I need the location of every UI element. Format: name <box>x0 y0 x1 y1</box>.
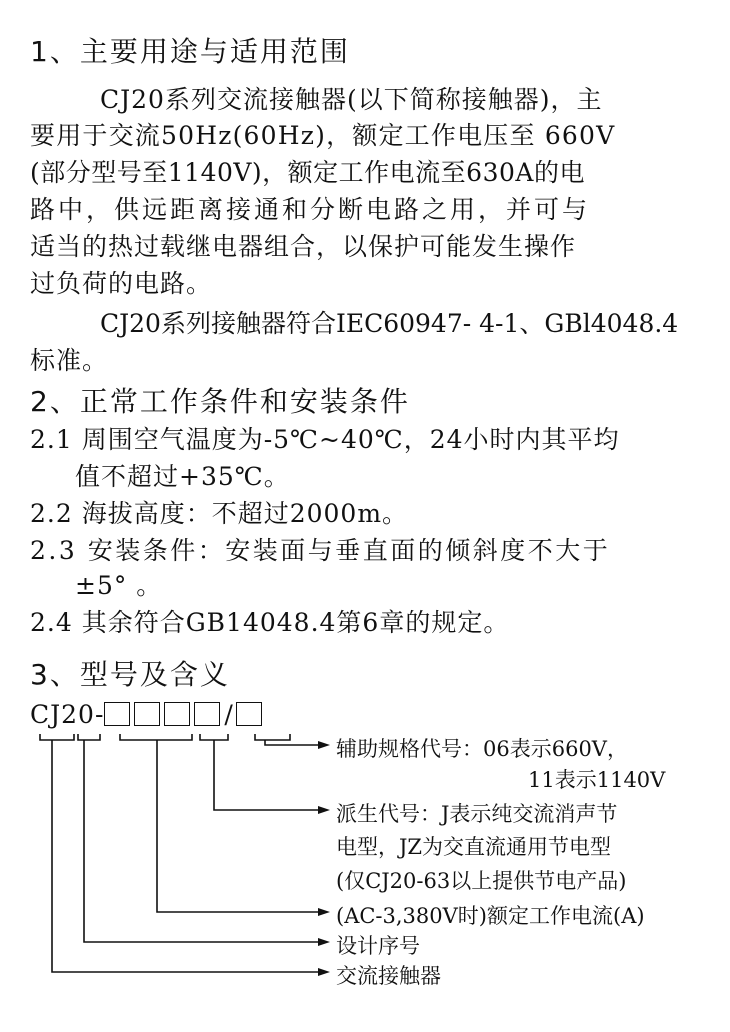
section1-line-8: 标准。 <box>30 346 109 375</box>
leader-contactor <box>52 740 318 972</box>
section1-line-5: 适当的热过载继电器组合，以保护可能发生操作 <box>30 232 577 261</box>
bracket-auxiliary <box>255 734 290 740</box>
label-rated-current: (AC-3,380V时)额定工作电流(A) <box>336 904 645 928</box>
arrow-auxiliary <box>318 741 330 749</box>
model-slash: / <box>224 700 234 729</box>
section1-line-3: (部分型号至1140V)，额定工作电流至630A的电 <box>30 158 585 187</box>
section1-line-4: 路中，供远距离接通和分断电路之用，并可与 <box>30 195 591 224</box>
section2-heading: 2、正常工作条件和安装条件 <box>30 385 410 418</box>
section1-heading: 1、主要用途与适用范围 <box>30 35 350 68</box>
section2-item-2-4: 2.4 其余符合GB14048.4第6章的规定。 <box>30 608 510 637</box>
arrow-design-no <box>318 938 330 946</box>
label-derivative-3: (仅CJ20-63以上提供节电产品) <box>336 869 627 893</box>
label-derivative-2: 电型，JZ为交直流通用节电型 <box>336 835 612 859</box>
leader-current <box>157 740 318 912</box>
section1-line-7: CJ20系列接触器符合IEC60947- 4-1、GBl4048.4 <box>100 309 679 338</box>
model-prefix: CJ20- <box>30 700 105 729</box>
section1-line-6: 过负荷的电路。 <box>30 269 213 298</box>
label-contactor: 交流接触器 <box>336 964 441 988</box>
label-auxiliary-2: 11表示1140V <box>528 768 666 792</box>
section2-item-2-3-cont: ±5° 。 <box>75 571 163 600</box>
section2-item-2-3: 2.3 安装条件：安装面与垂直面的倾斜度不大于 <box>30 536 611 565</box>
label-design-no: 设计序号 <box>336 934 420 958</box>
arrow-derivative <box>318 806 330 814</box>
arrow-contactor <box>318 968 330 976</box>
section2-item-2-1-cont: 值不超过+35℃。 <box>75 462 290 491</box>
leader-derivative <box>214 740 318 810</box>
label-derivative-1: 派生代号：J表示纯交流消声节 <box>336 802 618 826</box>
section1-line-1: CJ20系列交流接触器(以下简称接触器)，主 <box>100 85 603 114</box>
bracket-cj <box>40 734 74 740</box>
label-auxiliary-1: 辅助规格代号：06表示660V， <box>336 737 628 761</box>
section2-item-2-1: 2.1 周围空气温度为-5℃~40℃，24小时内其平均 <box>30 425 620 454</box>
section1-line-2: 要用于交流50Hz(60Hz)，额定工作电压至 660V <box>30 121 616 150</box>
arrow-current <box>318 908 330 916</box>
bracket-current <box>120 734 192 740</box>
bracket-20 <box>78 734 100 740</box>
bracket-derivative <box>200 734 228 740</box>
section2-item-2-2: 2.2 海拔高度：不超过2000m。 <box>30 499 409 528</box>
section3-heading: 3、型号及含义 <box>30 658 230 691</box>
